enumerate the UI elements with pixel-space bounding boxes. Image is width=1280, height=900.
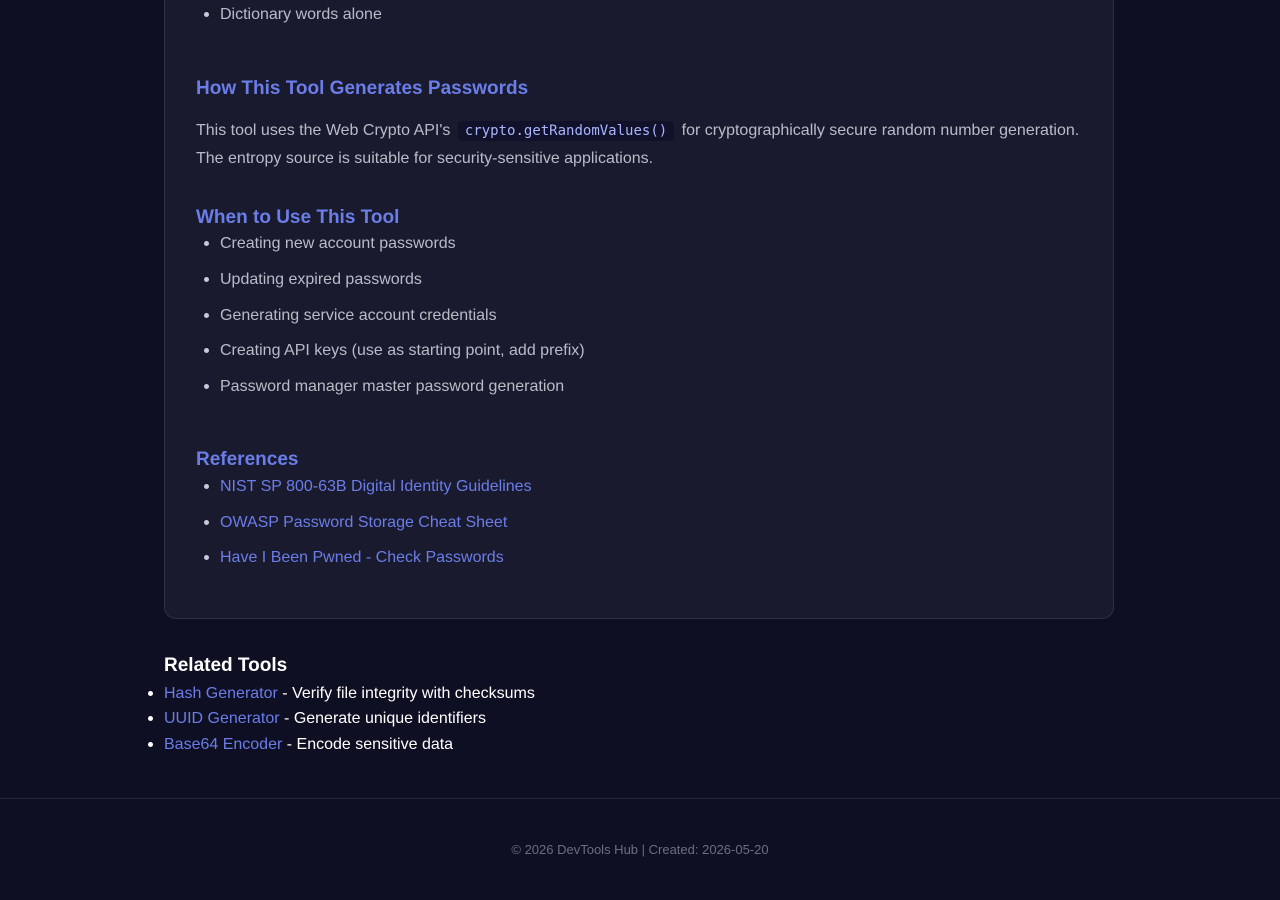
list-item: Creating API keys (use as starting point, add prefix) xyxy=(220,342,585,359)
reference-item xyxy=(220,477,532,497)
related-tool-item: Base64 Encoder - Encode sensitive data xyxy=(164,736,454,753)
content-card xyxy=(164,0,1114,619)
related-link-hash-generator[interactable]: Hash Generator xyxy=(164,685,278,702)
reference-link-hibp[interactable]: Have I Been Pwned - Check Passwords xyxy=(220,549,504,566)
reference-link-nist[interactable]: NIST SP 800-63B Digital Identity Guidelines xyxy=(220,478,532,495)
related-tools-heading: Related Tools xyxy=(164,655,288,676)
list-item: Creating new account passwords xyxy=(220,235,456,252)
reference-link-owasp[interactable]: OWASP Password Storage Cheat Sheet xyxy=(220,514,508,531)
list-item: Generating service account credentials xyxy=(220,307,497,324)
section-heading-how: How This Tool Generates Passwords xyxy=(196,78,529,99)
related-tool-item: Hash Generator - Verify file integrity with checksums xyxy=(164,685,535,702)
footer-text: © 2026 DevTools Hub | Created: 2026-05-20 xyxy=(511,842,769,857)
how-paragraph: This tool uses the Web Crypto API's crypto.getRandomValues() for cryptographically secure random number generation. The entropy source is suitable for security-sensitive applications. xyxy=(196,122,1080,167)
reference-item xyxy=(220,548,504,568)
section-heading-references: References xyxy=(196,449,299,470)
code-snippet: crypto.getRandomValues() xyxy=(458,121,674,141)
list-item: Updating expired passwords xyxy=(220,271,422,288)
list-item: Password manager master password generation xyxy=(220,378,565,395)
section-heading-when: When to Use This Tool xyxy=(196,207,400,228)
related-link-base64-encoder[interactable]: Base64 Encoder xyxy=(164,736,283,753)
related-tool-item: UUID Generator - Generate unique identifiers xyxy=(164,710,486,727)
list-item: Dictionary words alone xyxy=(220,6,382,23)
reference-item xyxy=(220,513,507,533)
footer-divider xyxy=(0,798,1280,799)
related-link-uuid-generator[interactable]: UUID Generator xyxy=(164,710,280,727)
